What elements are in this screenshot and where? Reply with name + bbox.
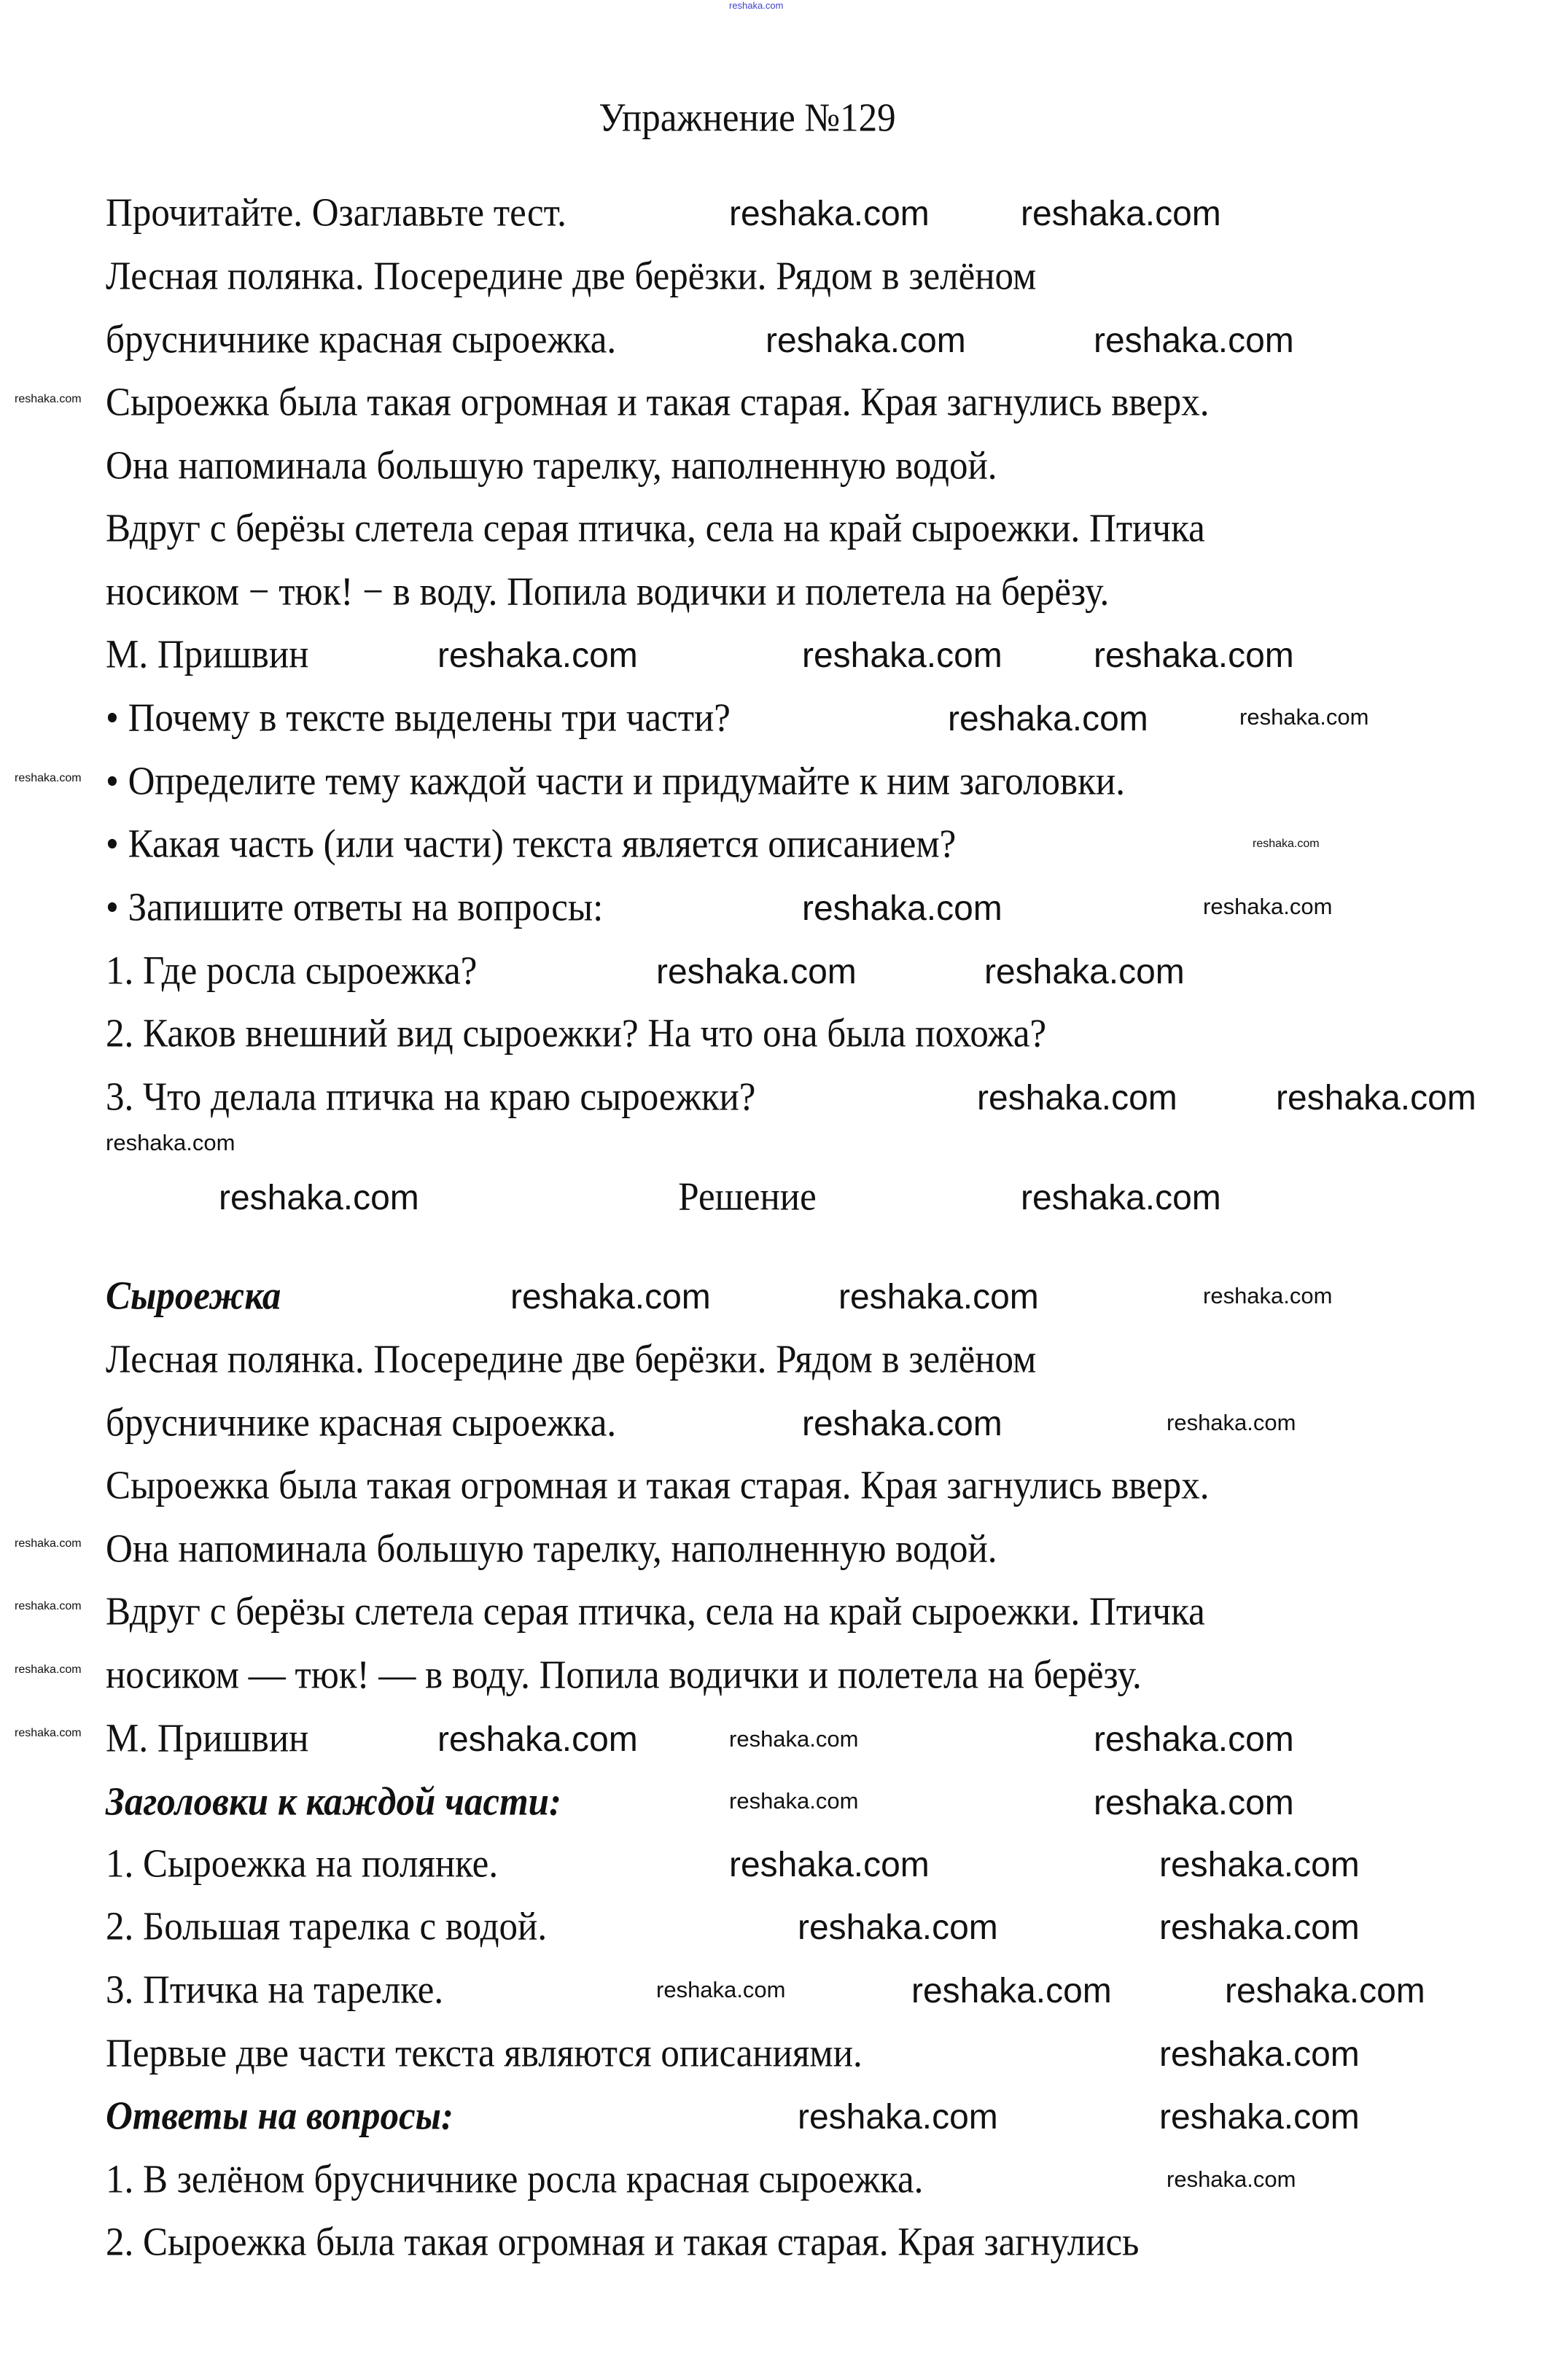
watermark: reshaka.com xyxy=(1159,2098,1360,2137)
watermark: reshaka.com xyxy=(729,195,930,233)
task-question: • Запишите ответы на вопросы: xyxy=(106,885,604,930)
task-question: • Какая часть (или части) текста является описанием? xyxy=(106,822,957,867)
story-line: Сыроежка была такая огромная и такая старая. Края загнулись вверх. xyxy=(106,1463,1210,1508)
watermark: reshaka.com xyxy=(977,1079,1177,1117)
task-line: носиком − тюк! − в воду. Попила водички и полетела на берёзу. xyxy=(106,569,1110,614)
task-line: Она напоминала большую тарелку, наполненную водой. xyxy=(106,443,997,488)
task-line: Лесная полянка. Посередине две берёзки. Рядом в зелёном xyxy=(106,254,1037,299)
watermark: reshaka.com xyxy=(15,772,82,784)
page-title: Упражнение №129 xyxy=(599,95,896,141)
watermark: reshaka.com xyxy=(802,889,1002,928)
watermark: reshaka.com xyxy=(15,1663,82,1676)
story-title: Сыроежка xyxy=(106,1273,281,1319)
watermark: reshaka.com xyxy=(1094,321,1294,360)
watermark: reshaka.com xyxy=(1225,1972,1425,2010)
watermark: reshaka.com xyxy=(729,1726,859,1752)
watermark: reshaka.com xyxy=(510,1278,711,1316)
story-line: Вдруг с берёзы слетела серая птичка, села на край сыроежки. Птичка xyxy=(106,1589,1205,1634)
title-item: 3. Птичка на тарелке. xyxy=(106,1967,444,2013)
watermark: reshaka.com xyxy=(1094,1720,1294,1759)
watermark: reshaka.com xyxy=(1021,195,1221,233)
story-line: брусничнике красная сыроежка. xyxy=(106,1400,617,1445)
watermark: reshaka.com xyxy=(802,1405,1002,1443)
watermark: reshaka.com xyxy=(798,1908,998,1947)
answer-item: 1. В зелёном брусничнике росла красная сыроежка. xyxy=(106,2157,924,2202)
watermark: reshaka.com xyxy=(437,1720,638,1759)
watermark: reshaka.com xyxy=(729,1846,930,1884)
watermark: reshaka.com xyxy=(802,636,1002,675)
title-item: 2. Большая тарелка с водой. xyxy=(106,1904,548,1949)
watermark: reshaka.com xyxy=(1167,2166,1296,2192)
title-item: 1. Сыроежка на полянке. xyxy=(106,1841,499,1887)
watermark: reshaka.com xyxy=(1239,704,1369,730)
watermark: reshaka.com xyxy=(1021,1179,1221,1217)
top-watermark: reshaka.com xyxy=(729,0,784,11)
titles-heading: Заголовки к каждой части: xyxy=(106,1779,561,1825)
watermark: reshaka.com xyxy=(766,321,966,360)
task-line: Прочитайте. Озаглавьте тест. xyxy=(106,190,566,235)
watermark: reshaka.com xyxy=(1167,1410,1296,1435)
answer-item: 2. Сыроежка была такая огромная и такая старая. Края загнулись xyxy=(106,2220,1140,2265)
task-question: 1. Где росла сыроежка? xyxy=(106,948,478,994)
watermark: reshaka.com xyxy=(1159,1846,1360,1884)
watermark: reshaka.com xyxy=(656,953,857,991)
task-line: брусничнике красная сыроежка. xyxy=(106,317,617,362)
task-question: 2. Каков внешний вид сыроежки? На что она была похожа? xyxy=(106,1011,1047,1056)
task-question: • Почему в тексте выделены три части? xyxy=(106,695,731,741)
watermark: reshaka.com xyxy=(15,393,82,405)
watermark: reshaka.com xyxy=(106,1130,235,1155)
watermark: reshaka.com xyxy=(1203,894,1333,919)
watermark: reshaka.com xyxy=(219,1179,419,1217)
watermark: reshaka.com xyxy=(437,636,638,675)
answers-heading: Ответы на вопросы: xyxy=(106,2094,453,2139)
task-line: Вдруг с берёзы слетела серая птичка, села на край сыроежки. Птичка xyxy=(106,506,1205,551)
description-note: Первые две части текста являются описаниями. xyxy=(106,2031,862,2076)
watermark: reshaka.com xyxy=(1159,2035,1360,2074)
watermark: reshaka.com xyxy=(984,953,1185,991)
watermark: reshaka.com xyxy=(838,1278,1039,1316)
watermark: reshaka.com xyxy=(656,1977,786,2002)
watermark: reshaka.com xyxy=(15,1537,82,1550)
story-line: Лесная полянка. Посередине две берёзки. Рядом в зелёном xyxy=(106,1337,1037,1382)
watermark: reshaka.com xyxy=(1276,1079,1476,1117)
watermark: reshaka.com xyxy=(1253,838,1320,850)
watermark: reshaka.com xyxy=(1094,636,1294,675)
solution-heading: Решение xyxy=(678,1174,817,1220)
task-question: 3. Что делала птичка на краю сыроежки? xyxy=(106,1074,756,1120)
task-line: Сыроежка была такая огромная и такая старая. Края загнулись вверх. xyxy=(106,380,1210,425)
story-line: носиком — тюк! — в воду. Попила водички и полетела на берёзу. xyxy=(106,1653,1142,1698)
watermark: reshaka.com xyxy=(729,1788,859,1814)
watermark: reshaka.com xyxy=(911,1972,1112,2010)
watermark: reshaka.com xyxy=(15,1600,82,1612)
story-line: Она напоминала большую тарелку, наполненную водой. xyxy=(106,1526,997,1572)
watermark: reshaka.com xyxy=(798,2098,998,2137)
story-author: М. Пришвин xyxy=(106,1716,309,1761)
watermark: reshaka.com xyxy=(1203,1283,1333,1308)
watermark: reshaka.com xyxy=(948,700,1148,738)
task-author: М. Пришвин xyxy=(106,632,309,677)
watermark: reshaka.com xyxy=(1159,1908,1360,1947)
watermark: reshaka.com xyxy=(1094,1784,1294,1822)
task-question: • Определите тему каждой части и придумайте к ним заголовки. xyxy=(106,759,1125,804)
watermark: reshaka.com xyxy=(15,1727,82,1739)
